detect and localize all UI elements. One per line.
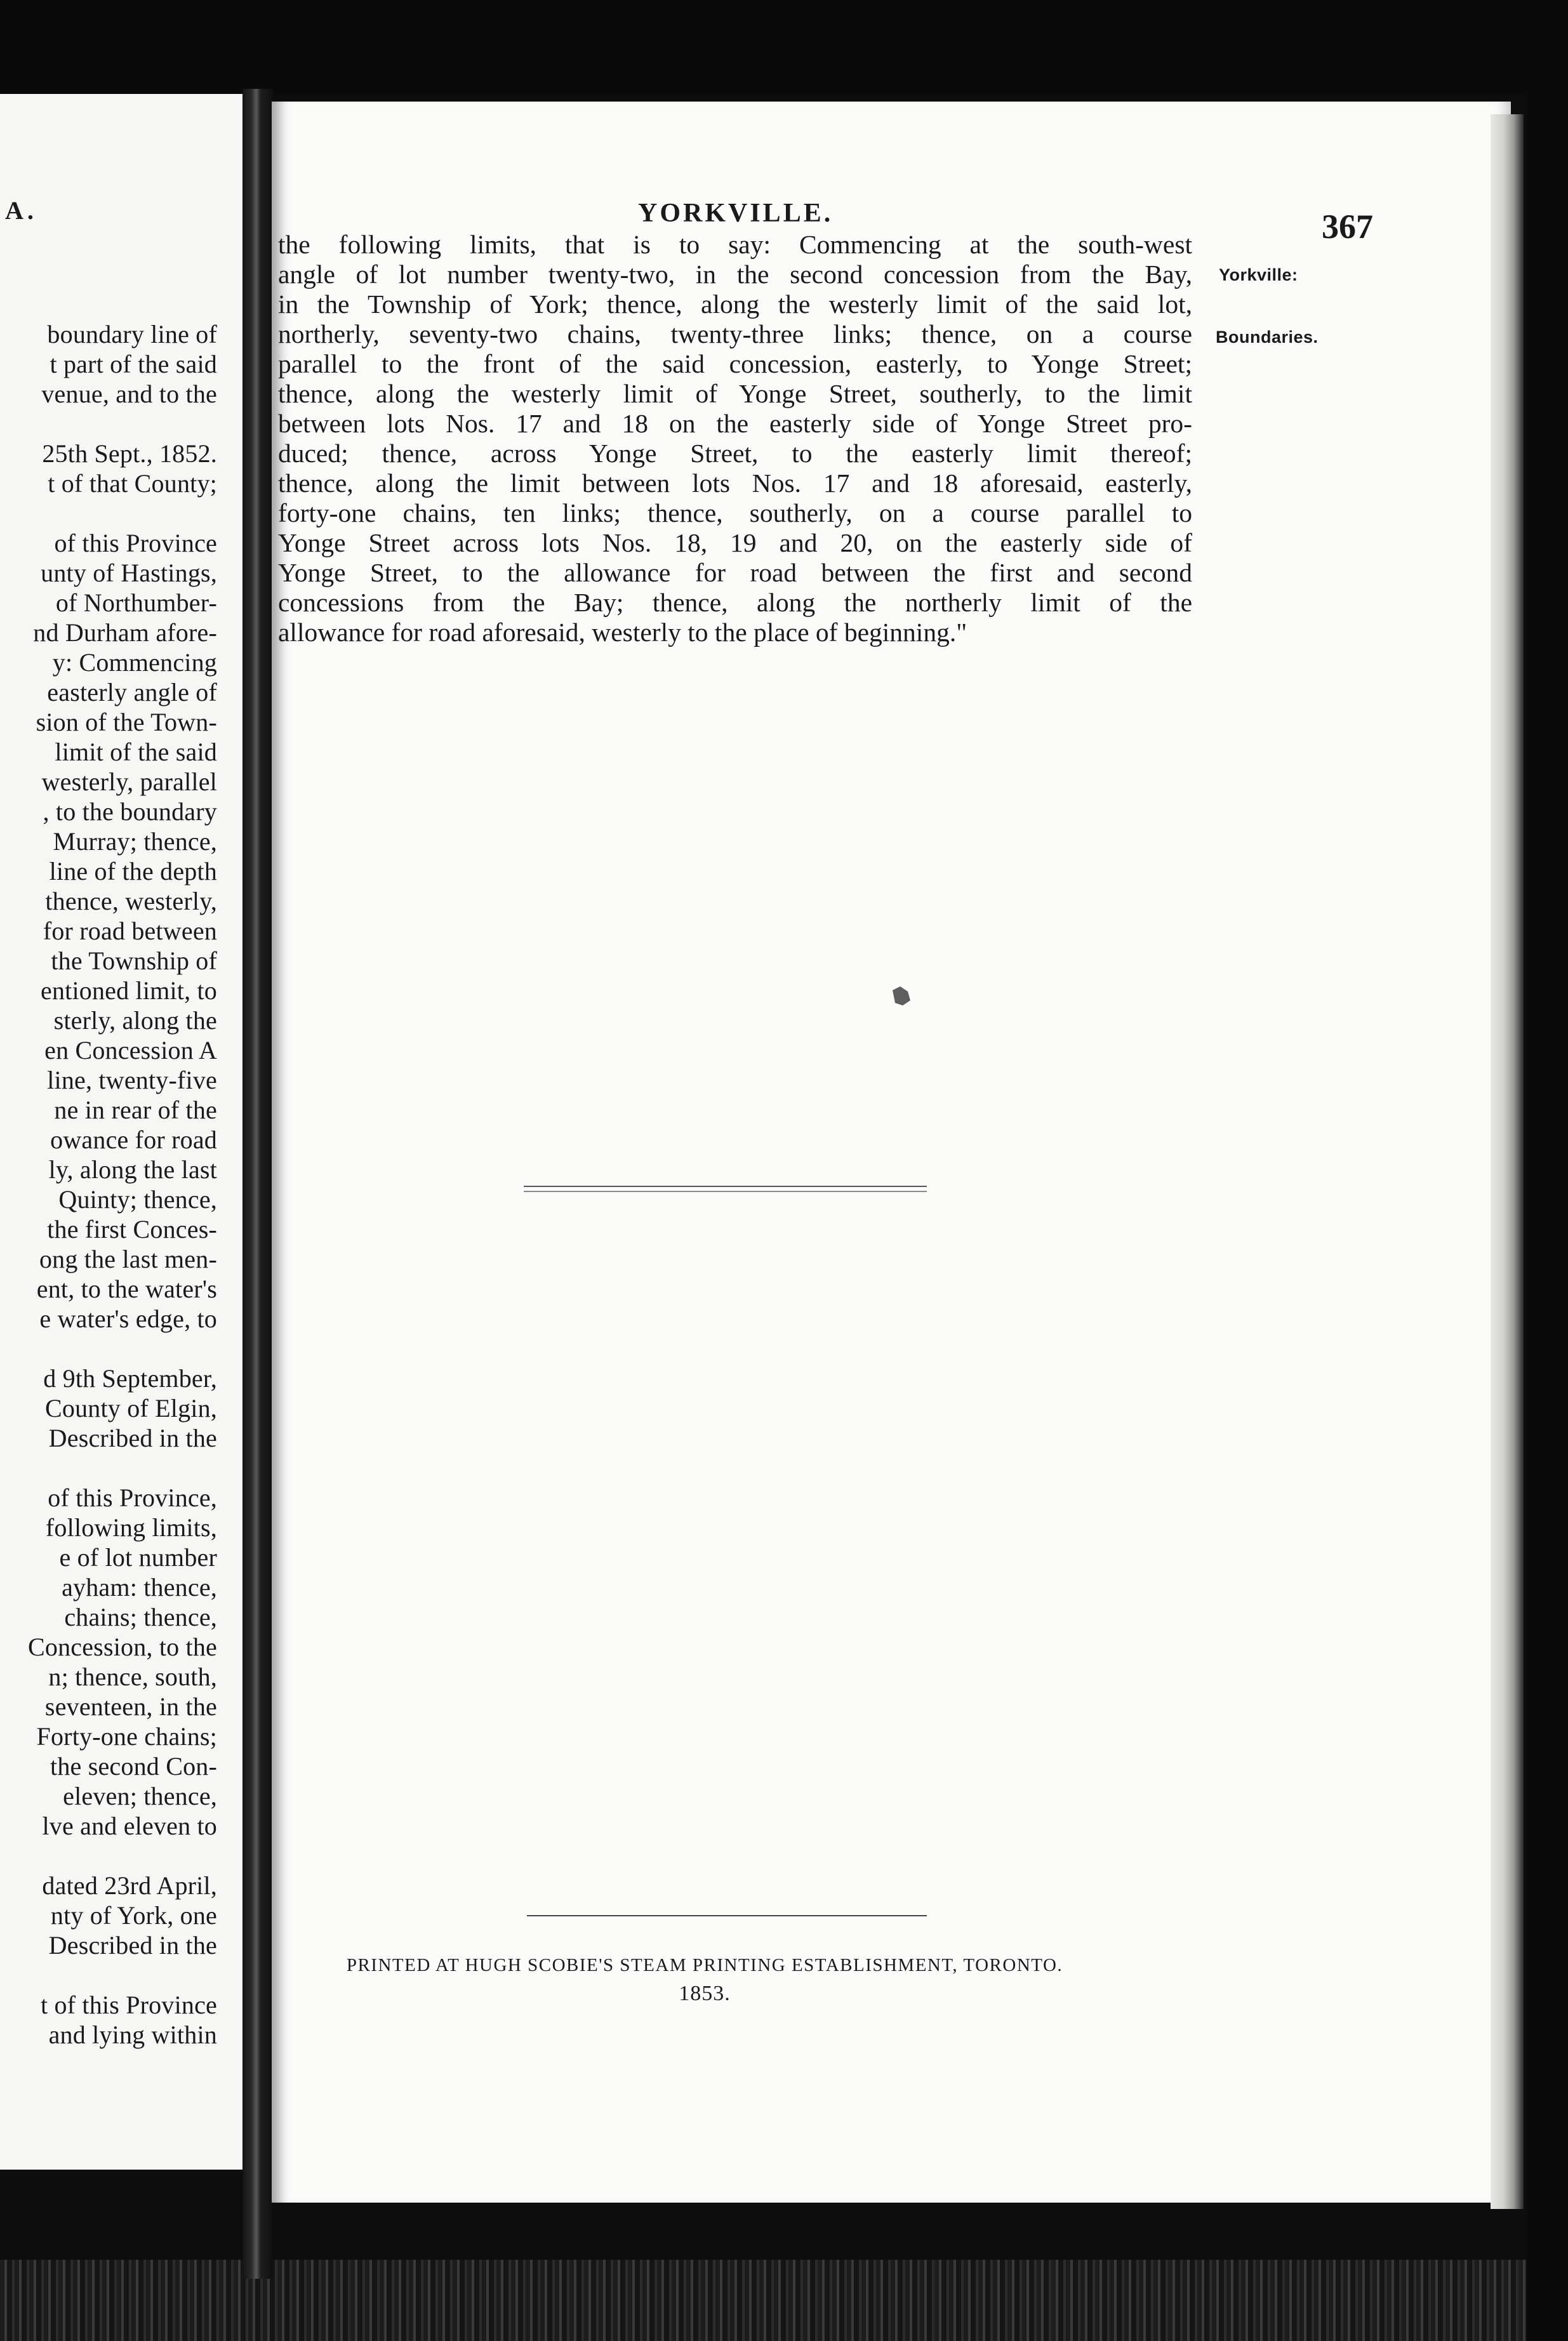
- left-text-line: boundary line of: [47, 320, 217, 348]
- left-text-line: sion of the Town-: [36, 708, 217, 736]
- left-text-line: ent, to the water's: [36, 1275, 217, 1303]
- left-text-line: the second Con-: [50, 1752, 217, 1781]
- body-text-line: Yonge Street across lots Nos. 18, 19 and 20, on the easterly side of: [278, 528, 1192, 557]
- left-text-line: thence, westerly,: [45, 887, 217, 915]
- imprint-year: 1853.: [679, 1982, 731, 2005]
- left-text-line: ne in rear of the: [54, 1096, 217, 1124]
- left-text-line: chains; thence,: [64, 1603, 217, 1631]
- scan-background-right: [1527, 0, 1568, 2341]
- left-text-line: venue, and to the: [41, 380, 217, 408]
- left-text-line: nty of York, one: [50, 1901, 217, 1930]
- left-text-line: Forty-one chains;: [36, 1722, 217, 1751]
- left-text-line: owance for road: [50, 1125, 217, 1154]
- left-text-line: n; thence, south,: [48, 1662, 217, 1691]
- left-page: [0, 94, 243, 2170]
- section-divider-rule: [524, 1186, 927, 1192]
- page-edge-shadow: [1491, 114, 1524, 2209]
- body-text-line: thence, along the limit between lots Nos. 17 and 18 aforesaid, easterly,: [278, 468, 1192, 498]
- left-text-line: for road between: [43, 917, 217, 945]
- left-text-line: sterly, along the: [53, 1006, 217, 1035]
- left-text-line: unty of Hastings,: [41, 559, 217, 587]
- left-text-line: Murray; thence,: [53, 827, 217, 856]
- left-text-line: ong the last men-: [39, 1245, 217, 1273]
- left-text-line: lve and eleven to: [42, 1812, 217, 1840]
- left-text-line: Quinty; thence,: [58, 1185, 217, 1214]
- left-text-line: t of that County;: [48, 469, 217, 498]
- left-text-line: t of this Province: [40, 1991, 217, 2019]
- left-text-line: of Northumber-: [55, 588, 217, 617]
- left-text-line: Described in the: [48, 1931, 217, 1960]
- printer-imprint: PRINTED AT HUGH SCOBIE'S STEAM PRINTING ESTABLISHMENT, TORONTO.: [346, 1955, 1063, 1975]
- body-text-line: forty-one chains, ten links; thence, southerly, on a course parallel to: [278, 498, 1192, 527]
- left-text-line: following limits,: [45, 1513, 217, 1542]
- left-text-line: ly, along the last: [48, 1155, 217, 1184]
- running-head: YORKVILLE.: [638, 199, 834, 228]
- left-text-line: Described in the: [48, 1424, 217, 1452]
- body-text-line: parallel to the front of the said concession, easterly, to Yonge Street;: [278, 349, 1192, 378]
- body-text-line: angle of lot number twenty-two, in the second concession from the Bay,: [278, 260, 1192, 289]
- left-text-line: , to the boundary: [43, 797, 217, 826]
- left-text-line: eleven; thence,: [63, 1782, 217, 1810]
- left-text-line: easterly angle of: [47, 678, 217, 706]
- side-note-topic: Boundaries.: [1216, 328, 1319, 347]
- left-text-line: westerly, parallel: [41, 767, 217, 796]
- left-text-line: nd Durham afore-: [33, 618, 217, 647]
- left-text-line: and lying within: [48, 2020, 217, 2049]
- left-column-head: A.: [5, 196, 37, 225]
- left-text-line: en Concession A: [44, 1036, 217, 1064]
- left-text-line: of this Province,: [48, 1483, 217, 1512]
- body-text-line: concessions from the Bay; thence, along the northerly limit of the: [278, 588, 1192, 617]
- left-text-line: County of Elgin,: [45, 1394, 217, 1423]
- left-text-line: limit of the said: [55, 738, 217, 766]
- ink-speck: [889, 984, 914, 1009]
- body-text-line: in the Township of York; thence, along the westerly limit of the said lot,: [278, 289, 1192, 319]
- page-number: 367: [1322, 208, 1373, 246]
- book-edge-bottom: [0, 2260, 1568, 2341]
- left-text-line: e water's edge, to: [39, 1304, 217, 1333]
- scan-background-top: [0, 0, 1568, 95]
- body-text-line: allowance for road aforesaid, westerly to the place of beginning.": [278, 618, 967, 647]
- side-note-place: Yorkville:: [1219, 265, 1298, 284]
- left-text-line: of this Province: [54, 529, 217, 557]
- body-text-line: thence, along the westerly limit of Yonge Street, southerly, to the limit: [278, 379, 1192, 408]
- left-text-line: seventeen, in the: [44, 1692, 217, 1721]
- body-text-line: Yonge Street, to the allowance for road between the first and second: [278, 558, 1192, 587]
- left-text-line: 25th Sept., 1852.: [42, 439, 217, 468]
- left-text-line: Concession, to the: [27, 1633, 217, 1661]
- left-text-line: dated 23rd April,: [42, 1871, 217, 1900]
- left-text-line: line, twenty-five: [47, 1066, 217, 1094]
- body-text-line: the following limits, that is to say: Commencing at the south-west: [278, 230, 1192, 259]
- left-text-line: ayham: thence,: [62, 1573, 217, 1602]
- left-text-line: entioned limit, to: [40, 976, 217, 1005]
- left-text-line: y: Commencing: [52, 648, 217, 677]
- footer-rule: [527, 1915, 927, 1916]
- left-text-line: the first Conces-: [47, 1215, 217, 1243]
- book-gutter: [243, 89, 273, 2279]
- left-text-line: the Township of: [51, 946, 217, 975]
- body-text-line: duced; thence, across Yonge Street, to the easterly limit thereof;: [278, 439, 1192, 468]
- body-text-line: between lots Nos. 17 and 18 on the easterly side of Yonge Street pro-: [278, 409, 1192, 438]
- left-text-line: line of the depth: [49, 857, 217, 885]
- body-text-line: northerly, seventy-two chains, twenty-three links; thence, on a course: [278, 319, 1192, 348]
- left-text-line: e of lot number: [59, 1543, 217, 1572]
- left-text-line: t part of the said: [50, 350, 217, 378]
- left-text-line: d 9th September,: [43, 1364, 217, 1393]
